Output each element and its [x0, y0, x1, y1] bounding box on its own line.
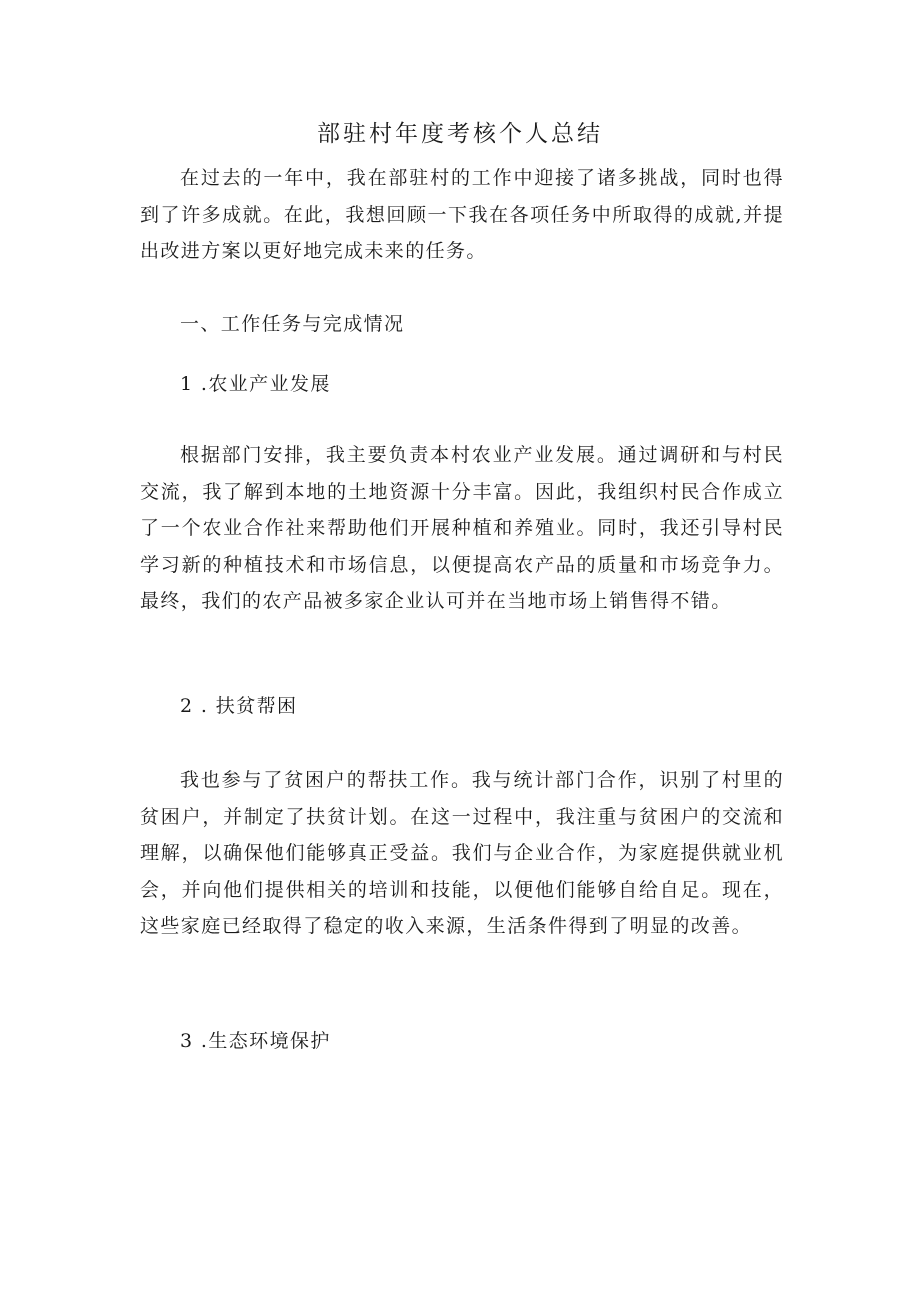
item-paragraph-poverty-relief: 我也参与了贫困户的帮扶工作。我与统计部门合作，识别了村里的贫困户，并制定了扶贫计划。在这一过程中，我注重与贫困户的交流和理解，以确保他们能够真正受益。我们与企业合作，为家庭提供就业机会，并向他们提供相关的培训和技能，以便他们能够自给自足。现在，这些家庭已经取得了稳定的收入来源，生活条件得到了明显的改善。 — [140, 769, 784, 937]
section-heading-work-tasks: 一、工作任务与完成情况 — [180, 313, 405, 335]
item-heading-poverty-relief: 2 . 扶贫帮困 — [180, 695, 298, 717]
document-title: 部驻村年度考核个人总结 — [317, 121, 603, 147]
intro-paragraph: 在过去的一年中，我在部驻村的工作中迎接了诸多挑战，同时也得到了许多成就。在此，我想回顾一下我在各项任务中所取得的成就,并提出改进方案以更好地完成未来的任务。 — [140, 167, 784, 262]
item-heading-ecology: 3 .生态环境保护 — [180, 1030, 331, 1052]
item-paragraph-agriculture: 根据部门安排，我主要负责本村农业产业发展。通过调研和与村民交流，我了解到本地的土地资源十分丰富。因此，我组织村民合作成立了一个农业合作社来帮助他们开展种植和养殖业。同时，我还引导村民学习新的种植技术和市场信息，以便提高农产品的质量和市场竞争力。最终，我们的农产品被多家企业认可并在当地市场上销售得不错。 — [140, 444, 784, 612]
item-heading-agriculture: 1 .农业产业发展 — [180, 373, 331, 395]
